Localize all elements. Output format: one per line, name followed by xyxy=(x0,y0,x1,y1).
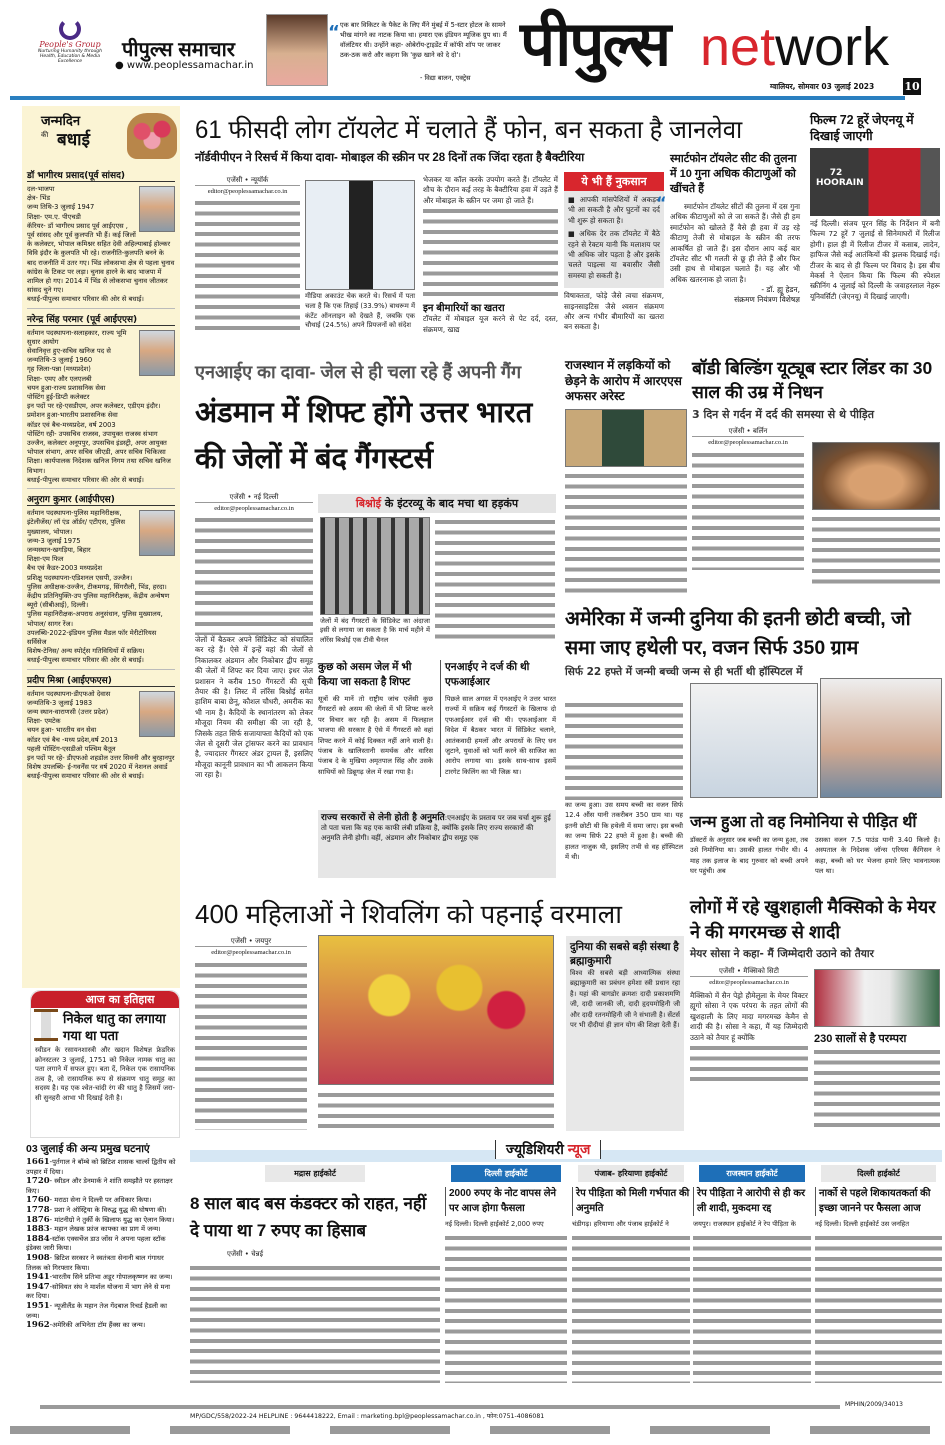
quote-icon: “ xyxy=(328,22,340,43)
birthday-banner xyxy=(27,109,175,165)
person-bio: दल-भाजपा क्षेत्र- भिंड जन्म तिथि-3 जुलाई 1947 शिक्षा- एम.ए. पीएचडी कॅरियर- डॉ भागीरथ प्रसाद पूर्व आईएएस , पूर्व सांसद और पूर्व कुलपति भी हैं। कई जिलों के कलेक्टर, भोपाल कमिश्नर सहित देवी अहिल्याबाई होल्कर विवि इंदौर के कुलपति भी रहे। राजनीति-कुलपति बनने के बाद राजनीति में उतर गए। भिंड लोकसभा क्षेत्र से पहला चुनाव कांग्रेस के टिकट पर लड़ा। चुनाव हारने के बाद भाजपा में शामिल हो गए। 2014 में भिंड से लोकसभा चुनाव जीतकर सांसद चुने गए। बधाई-पीपुल्स समाचार परिवार की ओर से बधाई। xyxy=(27,185,175,304)
article-body-lines xyxy=(693,1233,811,1383)
history-headline: निकेल धातु का लगाया गया था पता xyxy=(63,1011,166,1043)
judiciary-headline: रेप पीड़िता को मिली गर्भपात की अनुमति xyxy=(572,1187,690,1216)
event-year: 1951 xyxy=(26,1300,50,1311)
expert-quote-text: स्मार्टफोन टॉयलेट सीटों की तुलना में दस गुना अधिक कीटाणुओं को ले जा सकते हैं। जैसे ही हम स्मार्टफोन को खोलते हैं वैसे ही हवा में उड़ रहे कीटाणु तेजी से मोबाइल के स्क्रीन की तरफ आकर्षित हो जाते हैं। इस दौरान आप कई बार टॉयलेट सीट भी गलती से छू ही लेते हैं और फिर उसी हाथ से मोबाइल चलाते हैं। यह और भी अधिक खतरनाक हो जाता है। xyxy=(670,202,800,284)
bishnoi-red: बिश्नोई xyxy=(355,497,382,510)
side-effects-box xyxy=(564,172,664,333)
email: editor@peoplessamachar.co.in xyxy=(195,502,313,512)
quote-author: - विद्या बालन, एक्ट्रेस xyxy=(420,74,471,82)
photo-caption: मीडिया अकाउंट चेक करते थे। रिसर्च में पता चला है कि एक तिहाई (33.9%) बाथरूम में कंटेंट ऑनलाइन को देखते हैं, जबकि एक चौथाई (24.5%) अपने प्रियजनों को संदेश xyxy=(305,292,416,330)
history-event xyxy=(26,1283,176,1302)
event-text: - महान लेखक फ्रांज काफ्का का प्राग में जन्म। xyxy=(49,1225,161,1234)
birthday-title-top: जन्मदिन xyxy=(41,113,81,128)
bullet-icon: ■ xyxy=(568,229,580,239)
judiciary-item xyxy=(572,1165,690,1397)
side-effect-item xyxy=(568,195,660,226)
website-text: www.peoplessamachar.in xyxy=(126,60,254,71)
event-year: 1778 xyxy=(26,1204,50,1215)
andaman-byline-block xyxy=(195,493,313,781)
bodybuilder-subhead: 3 दिन से गर्दन में दर्द की समस्या से थे पीड़ित xyxy=(692,408,874,421)
imprint-line xyxy=(40,1402,840,1409)
flower-basket-icon xyxy=(127,113,177,159)
toilet-sub2-text: टॉयलेट में मोबाइल यूज करने से पेट दर्द, दस्त, संक्रमण, खाद्य xyxy=(423,314,558,334)
pneumonia-col2: उसका वजन 7.5 पाउंड यानी 3.40 किलो है। अस्पताल के निदेशक जॉन्स एरियस कैंगिसन ने कहा, बच्ची को घर भेजना हमारे लिए भावनात्मक पल था। xyxy=(815,836,940,876)
permission-title: राज्य सरकारों से लेनी होती है अनुमति xyxy=(321,813,445,823)
event-text: - ब्रिटिश सरकार ने स्वतंत्रता सेनानी बाल गंगाधर तिलक को गिरफ्तार किया। xyxy=(26,1253,164,1272)
article-body-lines xyxy=(195,515,313,635)
peoples-group-logo xyxy=(30,18,110,88)
birthday-title-bottom: बधाई xyxy=(57,130,90,149)
andaman-headline: अंडमान में शिफ्ट होंगे उत्तर भारत की जेलों में बंद गैंगस्टर्स xyxy=(195,397,533,475)
article-body-lines xyxy=(445,1233,567,1383)
history-event xyxy=(26,1235,176,1254)
birthday-title-ki: की xyxy=(41,131,49,139)
andaman-body: जेलों में बैठकर अपने सिंडिकेट को संचालित कर रहे हैं। ऐसे में इन्हें वहां की जेलों से निकालकर अंडमान और निकोबार द्वीप समूह की जेलों में शिफ्ट कर दिया जाए। इधर जेल प्रशासन ने करीब 150 गैंगस्टरों की सूची तैयार की है। लिस्ट में लॉरेंस बिश्नोई समेत हाशिम बाबा छेनू, कौशल चौधरी, अमरीक का भी नाम है। कैदियों के स्थानांतरण को लेकर मौजूदा नियम की समीक्षा की जा रही है, जिसके तहत सिर्फ सजायाफ्ता कैदियों को एक जेल से दूसरी जेल ट्रांसफर करने का प्रावधान है, ज्यादातर गैंगस्टर अंडर ट्रायल हैं, इसलिए मौजूदा कानूनी प्रावधान का भी आकलन किया जा रहा है। xyxy=(195,635,313,780)
header-rule xyxy=(10,96,905,100)
fir-subsection xyxy=(440,660,556,777)
history-body: स्वीडन के रसायनशास्त्री और खदान विशेषज्ञ फ्रेडरिक क्रोनस्टलर 3 जुलाई, 1751 को निकेल नामक धातु का पता लगाने में सफल हुए। बता दें, निकेल एक रासायनिक तत्व है, जो रासायनिक रूप से संक्रमण धातु समूह का सदस्य है। यह एक श्वेत-चांदी रंग की धातु है जिसमें जरा-सी सुनहरी आभा भी दिखाई देती है। xyxy=(35,1046,175,1102)
phone-photo xyxy=(305,180,415,290)
person-photo xyxy=(139,691,175,737)
judiciary-item xyxy=(815,1165,942,1397)
event-text: - न्यूजीलैंड के महान तेज गेंदबाज रिचर्ड हैडली का जन्म। xyxy=(26,1301,168,1320)
brahmakumari-text: विश्व की सबसे बड़ी आध्यात्मिक संस्था ब्रह्माकुमारी का प्रबंधन हमेशा स्त्री प्रधान रहा है। यहां की बागडोर क्रमशः दादी प्रकाशमणि जी, दादी जानकी जी, दादी हृदयमोहिनी जी और दादी रतनमोहिनी जी ने संभाली है। सेंटर्स पर भी दीदीयां ही ज्ञान योग की शिक्षा देती हैं। xyxy=(570,969,680,1030)
masthead-work: work xyxy=(775,17,890,77)
toilet-subhead: नॉर्डवीपीएन ने रिसर्च में किया दावा- मोबाइल की स्क्रीन पर 28 दिनों तक जिंदा रहता है बैक्टीरिया xyxy=(195,152,585,164)
bodybuilder-photo xyxy=(812,442,940,510)
baby-subhead: सिर्फ 22 हफ्ते में जन्मी बच्ची जन्म से ही भर्ती थी हॉस्पिटल में xyxy=(565,666,803,678)
arrest-photo xyxy=(565,409,687,467)
email: editor@peoplessamachar.co.in xyxy=(692,436,804,446)
event-text: - मांटनीग्रो ने तुर्की के खिलाफ युद्ध का ऐलान किया। xyxy=(49,1215,175,1224)
event-year: 1661 xyxy=(26,1157,50,1167)
baby-body: का जन्म हुआ। उस समय बच्ची का वजन सिर्फ 12.4 औंस यानी तकरीबन 350 ग्राम था। यह इतनी छोटी थी कि हथेली में समा जाए। इस बच्ची का जन्म सिर्फ 22 हफ्ते में हुआ है। बच्ची की हालत नाजुक थी, इसलिए तभी से वह हॉस्पिटल में थी। xyxy=(565,801,683,862)
smartphone-column xyxy=(656,152,800,305)
byline: एजेंसी • नई दिल्ली xyxy=(229,493,279,501)
event-text: -अमेरिकी अभिनेता टॉम हैंक्स का जन्म। xyxy=(49,1321,146,1330)
baby-headline: अमेरिका में जन्मी दुनिया की इतनी छोटी बच्ची, जो समा जाए हथेली पर, वजन सिर्फ 350 ग्राम xyxy=(565,608,911,659)
baby-story xyxy=(565,605,943,679)
rajasthan-story xyxy=(565,358,687,599)
event-year: 1962 xyxy=(26,1320,50,1331)
registration-number: MPHIN/2009/34013 xyxy=(845,1401,903,1408)
history-event xyxy=(26,1302,176,1321)
women-photo xyxy=(318,935,554,1085)
person-bio: वर्तमान पदस्थापना-डीएफओ देवास जन्मतिथि-3 जुलाई 1983 जन्म स्थान-वाराणसी (उत्तर प्रदेश) शिक्षा- एमटेक चयन हुआ- भारतीय वन सेवा कॉडर एवं बैच -मध्य प्रदेश,वर्ष 2013 पहली पोस्टिंग-एसडीओ पश्चिम बैतूल इन पदों पर रहे- डीएफओ शहडोल उत्तर सिवनी और बुरहानपुर विशेष उपलब्धि- ई-गवर्नेंस पर वर्ष 2020 में नेशनल अवार्ड बधाई-पीपुल्स समाचार परिवार की ओर से बधाई। xyxy=(27,689,175,781)
film-poster xyxy=(810,148,940,216)
event-text: -स्टॉक एक्सचेंज डाउ जोंस ने अपना पहला स्टॉक इंडेक्स जारी किया। xyxy=(26,1234,166,1253)
birthday-person xyxy=(27,168,175,308)
person-bio: वर्तमान पदस्थापना-पुलिस महानिरीक्षक, इंटेलीजेंस/ लॉ एंड ऑर्डर/ एटीएस, पुलिस मुख्यालय, भोपाल। जन्म-3 जुलाई 1975 जन्मस्थान-खगड़िया, बिहार शिक्षा-एम फिल बैच एवं कैडर-2003 मध्यप्रदेश प्रशिक्षु पदस्थापना-एडिशनल एसपी, उज्जैन। पुलिस अधीक्षक-उज्जैन, टीकमगढ़, सिंगरौली, भिंड, हरदा। केंद्रीय प्रतिनियुक्ति-उप पुलिस महानिरीक्षक, केंद्रीय अन्वेषण ब्यूरो (सीबीआई), दिल्ली। पुलिस महानिरीक्षक-अपराध अनुसंधान, पुलिस मुख्यालय, भोपाल/ सागर रेंज। उपलब्धि-2022-इंडियन पुलिस मैडल फॉर मेरीटोरियस सर्विसेज विशेष-टेनिस/ अन्य स्पोर्ट्स गतिविधियों में सक्रिय। बधाई-पीपुल्स समाचार परिवार की ओर से बधाई। xyxy=(27,509,170,665)
judiciary-lead: जयपुर। राजस्थान हाईकोर्ट ने रेप पीड़िता के xyxy=(693,1220,796,1228)
shivling-headline: 400 महिलाओं ने शिवलिंग को पहनाई वरमाला xyxy=(195,899,622,929)
website-link[interactable]: ● www.peoplessamachar.in xyxy=(115,60,254,71)
pneumonia-col1: डॉक्टरों के अनुसार जब बच्ची का जन्म हुआ, तब उसे निमोनिया था। उसकी हालत गंभीर थी। 4 माह तक इलाज के बाद गुरुवार को बच्ची अपने घर पहुंची। अब xyxy=(690,836,808,876)
byline: एजेंसी • चेन्नई xyxy=(226,1250,264,1258)
quote-icon: “ xyxy=(656,193,667,212)
bodybuilder-story xyxy=(692,356,942,570)
rajasthan-headline: राजस्थान में लड़कियों को छेड़ने के आरोप में आरएएस अफसर अरेस्ट xyxy=(565,358,682,403)
film-story xyxy=(810,112,940,302)
person-name: नरेन्द्र सिंह परमार (पूर्व आईएएस) xyxy=(27,312,175,326)
events-box xyxy=(22,1140,180,1398)
poster-title: 72 HOORAIN xyxy=(816,168,864,188)
judiciary-item xyxy=(693,1165,811,1397)
assam-subsection xyxy=(318,660,433,777)
byline: एजेंसी • न्यूयॉर्क xyxy=(226,176,269,184)
side-effect-item xyxy=(568,229,660,281)
court-label: दिल्ली हाईकोर्ट xyxy=(451,1165,561,1182)
page-number: 10 xyxy=(904,80,920,93)
film-body: नई दिल्ली। संजय पूरन सिंह के निर्देशन में बनी फिल्म 72 हूरें 7 जुलाई से सिनेमाघरों में रिलीज होगी। हाल ही में रिलीज टीजर में कसाब, लादेन, हाफिज जैसे कई आतंकियों की झलक दिखाई गई। टीजर के बाद से ही फिल्म पर विवाद है। इस बीच मेकर्स ने ऐलान किया कि फिल्म की स्पेशल स्क्रीनिंग 4 जुलाई को दिल्ली के जवाहरलाल नेहरू यूनिवर्सिटी (जेएनयू) में दिखाई जाएगी। xyxy=(810,219,940,301)
person-photo xyxy=(139,186,175,232)
article-body-lines xyxy=(435,517,555,642)
film-headline: फिल्म 72 हूरें जेएनयू में दिखाई जाएगी xyxy=(810,113,914,143)
assam-headline: कुछ को असम जेल में भी किया जा सकता है शिफ्ट xyxy=(318,661,412,688)
group-name: People's Group xyxy=(39,40,101,49)
masthead-net: net xyxy=(700,17,776,77)
logo-icon xyxy=(59,18,81,40)
history-event xyxy=(26,1254,176,1273)
byline: एजेंसी • मैक्सिको सिटी xyxy=(719,967,779,975)
history-event xyxy=(26,1177,176,1196)
masthead-network xyxy=(700,14,889,80)
side-effects-after: विषाक्तता, फोड़े जैसे त्वचा संक्रमण, साइनसाइटिस जैसे श्वसन संक्रमण और अन्य गंभीर बीमारियों का खतरा बन सकता है। xyxy=(564,291,664,332)
person-photo xyxy=(139,510,175,556)
judiciary-lead: चंडीगढ़। हरियाणा और पंजाब हाईकोर्ट ने xyxy=(572,1220,669,1228)
event-year: 1947 xyxy=(26,1281,50,1292)
event-year: 1883 xyxy=(26,1224,50,1235)
birthday-person xyxy=(27,488,175,668)
byline: एजेंसी • जयपुर xyxy=(230,937,272,945)
judiciary-lead: नई दिल्ली। दिल्ली हाईकोर्ट 2,000 रुपए xyxy=(445,1220,544,1228)
mexico-subhead: मेयर सोसा ने कहा- मैं जिम्मेदारी उठाने को तैयार xyxy=(690,948,874,960)
andaman-kicker: एनआईए का दावा- जेल से ही चला रहे हैं अपनी गैंग xyxy=(195,362,522,382)
side-effects-title: ये भी हैं नुकसान xyxy=(564,172,664,191)
judiciary-title xyxy=(495,1140,601,1159)
judiciary-headline: नार्को से पहले शिकायतकर्ता की इच्छा जानने पर फैसला आज xyxy=(815,1187,942,1216)
event-text: - स्वीडन और डेनमार्क ने शांति समझौते पर हस्ताक्षर किए। xyxy=(26,1177,173,1195)
court-label: राजस्थान हाईकोर्ट xyxy=(699,1165,805,1182)
toilet-byline-block xyxy=(195,176,300,333)
side-effect-text: अधिक देर तक टॉयलेट में बैठे रहने से रेक्टम यानी कि मलाशय पर भी अधिक जोर पड़ता है और इसके चलते पाइल्स या बवासीर जैसी समस्या हो सकती है। xyxy=(568,229,660,280)
article-body-lines xyxy=(815,1233,942,1383)
article-body-lines xyxy=(318,1090,554,1130)
judiciary-item xyxy=(445,1165,567,1397)
email: editor@peoplessamachar.co.in xyxy=(195,185,300,195)
permission-text: :एनआईए के प्रस्ताव पर जब चर्चा शुरू हुई तो पता चला कि यह एक काफी लंबी प्रक्रिया है, क्योंकि इसके लिए राज्य सरकारों की अनुमति लेनी होगी। वहीं, अंडमान और निकोबार द्वीप समूह एक xyxy=(321,814,551,842)
fir-headline: एनआईए ने दर्ज की थी एफआईआर xyxy=(445,661,530,688)
toilet-headline: 61 फीसदी लोग टॉयलेट में चलाते हैं फोन, बन सकता है जानलेवा xyxy=(195,116,743,144)
article-body-text xyxy=(195,198,300,333)
court-label: दिल्ली हाईकोर्ट xyxy=(821,1165,935,1182)
judiciary-item xyxy=(190,1165,440,1397)
article-body-lines xyxy=(812,514,940,586)
person-name: डॉ भागीरथ प्रसाद(पूर्व सांसद) xyxy=(27,168,175,182)
mexico-body: मैक्सिको में सैन पेड्रो हौमेलुला के मेयर विक्टर ह्यूगो सोसा ने एक परंपरा के तहत लोगों की खुशहाली के लिए मादा मगरमच्छ केमैन से शादी की है। सोसा ने कहा, मैं यह जिम्मेदारी उठाने को तैयार हूं क्योंकि xyxy=(690,991,808,1042)
events-title: 03 जुलाई की अन्य प्रमुख घटनाएं xyxy=(26,1143,150,1155)
birthday-column xyxy=(22,106,180,988)
event-year: 1884 xyxy=(26,1233,50,1244)
brahmakumari-box xyxy=(566,936,684,1131)
mexico-col1 xyxy=(690,967,808,1083)
tradition-headline: 230 सालों से है परम्परा xyxy=(814,1033,907,1045)
person-name: अनुराग कुमार (आईपीएस) xyxy=(27,492,175,506)
event-text: -सोवियत संघ ने मार्शल योजना में भाग लेने से मना कर दिया। xyxy=(26,1282,171,1301)
quote-text: एक बार विकिटर के पैकेट के लिए मैंने मुंबई में 5-स्टार होटल के सामने भीख मांगने का नाटक किया था। हमारा एक इंडियन म्यूजिक ग्रुप था। मैं वॉलंटियर थी। उन्होंने कहा- ओबेरॉय-ट्राइडेंट में कॉफी शॉप पर जाकर ठक-ठक करो और कहना कि 'कुछ खाने को दे दो'। xyxy=(340,21,507,59)
event-year: 1941 xyxy=(26,1272,50,1283)
side-effect-text: आपकी मांसपेशियों में अकड़न भी आ सकती है और घुटनों का दर्द भी शुरू हो सकता है। xyxy=(568,195,660,225)
hourglass-icon xyxy=(34,1009,58,1041)
article-body-lines xyxy=(814,1047,940,1129)
email: editor@peoplessamachar.co.in xyxy=(195,946,307,956)
judiciary-headline: 2000 रुपए के नोट वापस लेने पर आज होगा फैसला xyxy=(445,1187,567,1216)
judiciary-title-black: ज्यूडिशियरी xyxy=(506,1141,564,1157)
article-body-lines xyxy=(565,471,687,599)
history-event xyxy=(26,1321,176,1331)
judiciary-headline: 8 साल बाद बस कंडक्टर को राहत, नहीं दे पाया था 7 रुपए का हिसाब xyxy=(190,1194,427,1240)
history-box xyxy=(30,990,180,1138)
history-label: आज का इतिहास xyxy=(31,991,179,1008)
article-body-lines xyxy=(572,1233,690,1383)
event-text: - प्रशा ने ऑस्ट्रिया के विरुद्ध युद्ध की घोषणा की। xyxy=(49,1205,167,1214)
article-body-lines xyxy=(565,700,683,800)
person-photo xyxy=(139,330,175,376)
group-tagline: Nurturing Humanity through Health, Education & Media Excellence xyxy=(37,49,103,64)
toilet-col3 xyxy=(423,175,558,335)
expert-name: - डॉ. ह्यू हेडन, xyxy=(761,285,800,295)
judiciary-title-red: न्यूज xyxy=(563,1141,591,1157)
event-year: 1876 xyxy=(26,1214,50,1225)
article-body-text: भेजकर या कॉल करके उपयोग करते हैं। टॉयलेट में शौच के दौरान कई तरह के बैक्टीरिया हवा में उड़ते हैं और मोबाइल के स्क्रीन पर जमा हो जाते हैं। xyxy=(423,175,558,205)
footer-contact: MP/GDC/558/2022-24 HELPLINE : 9644418222, Email : marketing.bpl@peoplessamachar.co.in , फोन:0751-4086081 xyxy=(190,1413,545,1420)
history-event xyxy=(26,1158,176,1177)
court-label: पंजाब- हरियाणा हाईकोर्ट xyxy=(578,1165,684,1182)
article-body-lines xyxy=(690,1043,808,1083)
shivling-byline xyxy=(195,937,307,1130)
judiciary-lead: नई दिल्ली। दिल्ली हाईकोर्ट उस जनहित xyxy=(815,1220,910,1228)
expert-role: संक्रमण नियंत्रण विशेषज्ञ xyxy=(734,295,800,305)
dateline: ग्वालियर, सोमवार 03 जुलाई 2023 xyxy=(770,82,875,91)
event-year: 1760 xyxy=(26,1195,50,1206)
event-text: -भारतीय सिने प्रतिभा अडूर गोपालकृष्णन का जन्म। xyxy=(49,1273,173,1282)
article-body-lines xyxy=(190,1263,440,1383)
assam-text: सूत्रों की मानें तो राष्ट्रीय जांच एजेंसी कुछ गैंगस्टरों को असम की जेलों में भी शिफ्ट करने पर विचार कर रही है। असम में फिलहाल भाजपा की सरकार है ऐसे में गैंगस्टरों को वहां शिफ्ट करने में कोई दिक्कत नहीं आने वाली है। पंजाब के खालिस्तानी समर्थक और वारिस पंजाब दे के मुखिया अमृतपाल सिंह और उसके साथियों को डिब्रूगढ़ जेल में रखा गया है। xyxy=(318,695,433,776)
event-year: 1720 xyxy=(26,1176,50,1187)
pneumonia-headline: जन्म हुआ तो वह निमोनिया से पीड़ित थीं xyxy=(690,814,917,831)
toilet-sub2: इन बीमारियों का खतरा xyxy=(423,303,505,315)
mexico-headline: लोगों में रहे खुशहाली मैक्सिको के मेयर ने की मगरमच्छ से शादी xyxy=(690,897,936,942)
judiciary-headline: रेप पीड़िता ने आरोपी से ही कर ली शादी, मुकदमा रद्द xyxy=(693,1187,811,1216)
article-body-lines xyxy=(692,450,804,570)
masthead-hindi: पीपुल्स xyxy=(520,10,670,79)
bishnoi-bar xyxy=(318,494,556,513)
event-text: -पुर्तगाल ने बॉम्बे को ब्रिटिश शासक चार्ल्स द्वितीय को उपहार में दिया। xyxy=(26,1158,176,1176)
jail-photo-caption: जेलों में बंद गैंगस्टरों के सिंडिकेट का अंदाजा इसी से लगाया जा सकता है कि मार्च महीने में लॉरेंस बिश्नोई एक टीवी चैनल xyxy=(320,617,430,644)
email: editor@peoplessamachar.co.in xyxy=(690,976,808,986)
bishnoi-rest: के इंटरव्यू के बाद मचा था हड़कंप xyxy=(381,497,519,510)
jail-photo xyxy=(320,517,430,615)
byline: एजेंसी • बर्लिन xyxy=(728,427,768,435)
person-bio: वर्तमान पदस्थापना-सलाहकार, राज्य भूमि सुधार आयोग सेवानिवृत्त हुए-सचिव खनिज पद से जन्मतिथि-3 जुलाई 1960 गृह जिला-पन्ना (मध्यप्रदेश) शिक्षा- एमए और एलएलबी चयन हुआ-राज्य प्रशासनिक सेवा पोस्टिंग हुई-डिप्टी कलेक्टर इन पदों पर रहे-एसडीएम, अपर कलेक्टर, एडीएम इंदौर। प्रमोशन हुआ-भारतीय प्रशासनिक सेवा कॉडर एवं बैच-मध्यप्रदेश, वर्ष 2003 पोस्टिंग रही- उपसचिव राजस्व, उपायुक्त राजस्व संभाग उज्जैन, कलेक्टर अनूपपुर, उपसचिव इंडस्ट्री, अपर आयुक्त भोपाल संभाग, अपर सचिव जीएडी, अपर सचिव चिकित्सा शिक्षा। कार्यपालक निदेशक खनिज निगम तथा सचिव खनिज विभाग। बधाई-पीपुल्स समाचार परिवार की ओर से बधाई। xyxy=(27,328,171,484)
quote-author-photo xyxy=(266,14,328,86)
brahmakumari-headline: दुनिया की सबसे बड़ी संस्था है ब्रह्माकुमारी xyxy=(570,941,679,967)
birthday-person xyxy=(27,669,175,785)
baby-photo-2 xyxy=(820,678,942,798)
bullet-icon: ■ xyxy=(568,195,580,204)
bodybuilder-headline: बॉडी बिल्डिंग यूट्यूब स्टार लिंडर का 30 साल की उम्र में निधन xyxy=(692,358,933,402)
event-year: 1908 xyxy=(26,1252,50,1263)
article-body-lines xyxy=(423,206,558,296)
article-body-lines xyxy=(195,960,307,1130)
birthday-person xyxy=(27,308,175,488)
person-name: प्रदीप मिश्रा (आईएफएस) xyxy=(27,673,175,687)
permission-box xyxy=(318,810,556,878)
expert-quote xyxy=(656,193,800,285)
mexico-story xyxy=(690,895,942,1083)
fir-text: पिछले साल अगस्त में एनआईए ने उत्तर भारत राज्यों में सक्रिय कई गैंगस्टरों के खिलाफ दो एफआईआर दर्ज की थी। एफआईआर में विदेश में बैठकर भारत में सिंडिकेट चलाने, आतंकवादी हमलों और अपराधों के लिए धन जुटाने, युवाओं को भर्ती करने की साजिश का आरोप लगाया था। इसके साथ-साथ इसमें टारगेट किलिंग का भी जिक्र था। xyxy=(445,695,556,776)
mexico-photo xyxy=(814,969,940,1027)
print-color-bar xyxy=(10,1426,935,1434)
court-label: मद्रास हाईकोर्ट xyxy=(265,1165,365,1182)
smartphone-headline: स्मार्टफोन टॉयलेट सीट की तुलना में 10 गुना अधिक कीटाणुओं को खींचते हैं xyxy=(670,153,797,195)
bodybuilder-byline xyxy=(692,427,804,570)
event-text: - मराठा सेना ने दिल्ली पर अधिकार किया। xyxy=(49,1196,152,1205)
baby-photo-1 xyxy=(690,683,818,798)
paper-name: पीपुल्स समाचार xyxy=(122,39,235,61)
